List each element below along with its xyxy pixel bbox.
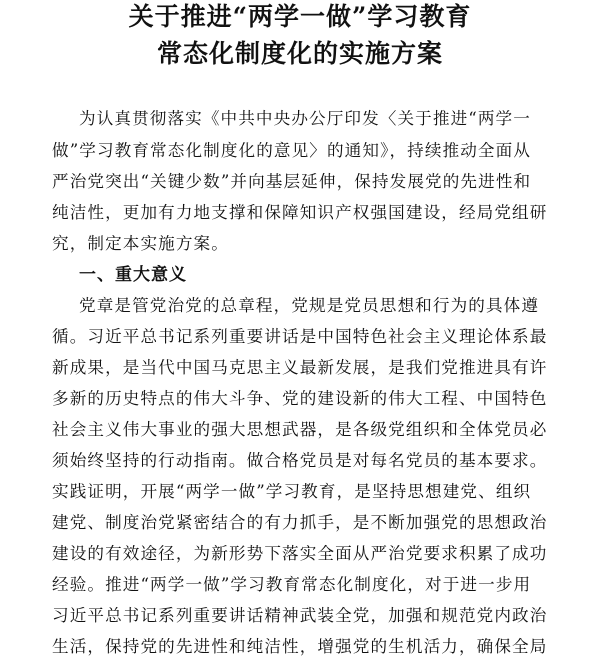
intro-line-4: 纯洁性，更加有力地支撑和保障知识产权强国建设，经局党组研 (52, 203, 548, 222)
section1-line-3: 新成果，是当代中国马克思主义最新发展，是我们党推进具有许 (52, 358, 548, 377)
section1-line-8: 建党、制度治党紧密结合的有力抓手，是不断加强党的思想政治 (52, 513, 548, 532)
section1-line-2: 循。习近平总书记系列重要讲话是中国特色社会主义理论体系最 (52, 327, 548, 346)
intro-line-5: 究，制定本实施方案。 (52, 234, 229, 253)
section1-line-11: 习近平总书记系列重要讲话精神武装全党，加强和规范党内政治 (52, 606, 548, 625)
intro-line-3: 严治党突出“关键少数”并向基层延伸，保持发展党的先进性和 (52, 172, 532, 191)
section1-line-5: 社会主义伟大事业的强大思想武器，是各级党组织和全体党员必 (52, 420, 548, 439)
section-heading-significance: 一、重大意义 (79, 265, 187, 285)
section1-line-9: 建设的有效途径，为新形势下落实全面从严治党要求积累了成功 (52, 544, 548, 563)
intro-line-1: 为认真贯彻落实《中共中央办公厅印发〈关于推进“两学一 (79, 109, 531, 128)
intro-line-2: 做”学习教育常态化制度化的意见〉的通知》，持续推动全面从 (52, 141, 532, 160)
section1-line-12: 生活，保持党的先进性和纯洁性，增强党的生机活力，确保全局 (52, 637, 548, 656)
section1-line-4: 多新的历史特点的伟大斗争、党的建设新的伟大工程、中国特色 (52, 389, 548, 408)
section1-line-6: 须始终坚持的行动指南。做合格党员是对每名党员的基本要求。 (52, 451, 548, 470)
section1-line-10: 经验。推进“两学一做”学习教育常态化制度化，对于进一步用 (52, 575, 532, 594)
section1-line-7: 实践证明，开展“两学一做”学习教育，是坚持思想建党、组织 (52, 482, 532, 501)
section1-line-1: 党章是管党治党的总章程，党规是党员思想和行为的具体遵 (79, 296, 540, 315)
document-title-line-2: 常态化制度化的实施方案 (156, 39, 443, 68)
document-title-line-1: 关于推进“两学一做”学习教育 (128, 2, 472, 31)
